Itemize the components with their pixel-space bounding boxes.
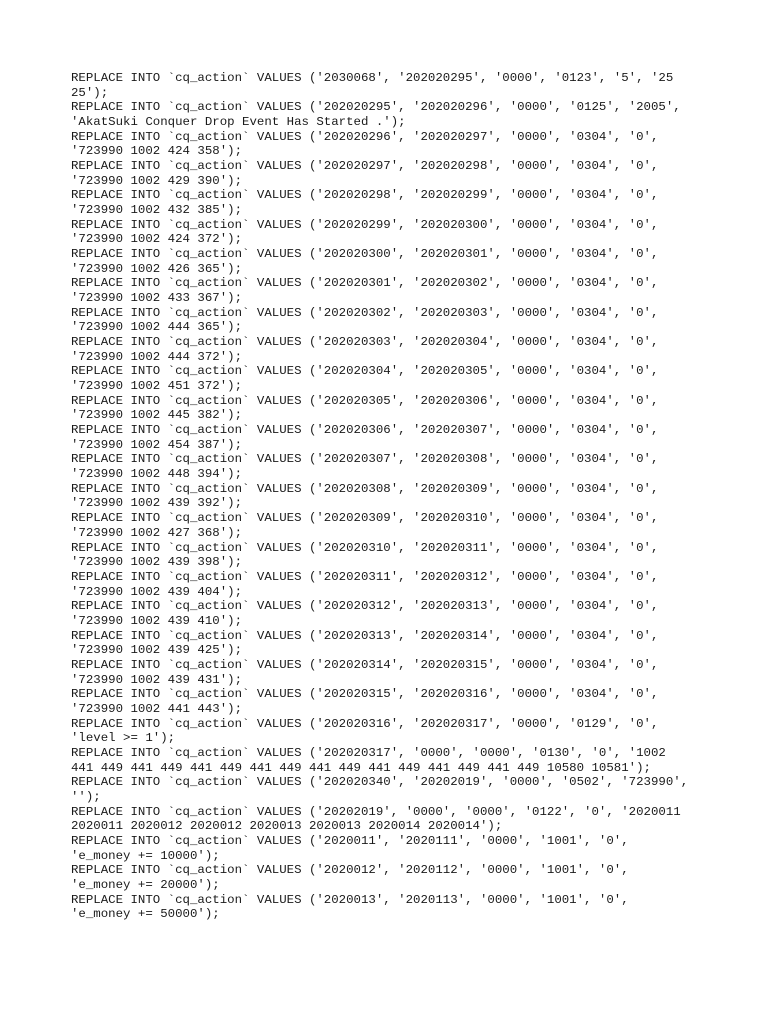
- sql-line: REPLACE INTO `cq_action` VALUES ('202020311', '202020312', '0000', '0304', '0',: [71, 569, 659, 584]
- sql-line: '723990 1002 444 372');: [71, 349, 243, 364]
- sql-line: '723990 1002 451 372');: [71, 379, 243, 394]
- sql-line: REPLACE INTO `cq_action` VALUES ('202020307', '202020308', '0000', '0304', '0',: [71, 452, 659, 467]
- sql-line: REPLACE INTO `cq_action` VALUES ('202020302', '202020303', '0000', '0304', '0',: [71, 305, 659, 320]
- sql-line: REPLACE INTO `cq_action` VALUES ('2030068', '202020295', '0000', '0123', '5', '25: [71, 71, 674, 85]
- sql-line: REPLACE INTO `cq_action` VALUES ('2020013', '2020113', '0000', '1001', '0',: [71, 892, 629, 907]
- sql-line: '723990 1002 424 372');: [71, 232, 243, 247]
- sql-line: '');: [71, 789, 101, 804]
- sql-code-block: [71, 71, 711, 922]
- sql-line: '723990 1002 432 385');: [71, 203, 243, 218]
- sql-line: REPLACE INTO `cq_action` VALUES ('202020340', '20202019', '0000', '0502', '723990',: [71, 775, 689, 790]
- sql-line: '723990 1002 439 431');: [71, 672, 243, 687]
- sql-line: 'e_money += 50000');: [71, 907, 220, 922]
- sql-line: REPLACE INTO `cq_action` VALUES ('2020012', '2020112', '0000', '1001', '0',: [71, 863, 629, 878]
- sql-line: REPLACE INTO `cq_action` VALUES ('202020299', '202020300', '0000', '0304', '0',: [71, 217, 659, 232]
- sql-line: REPLACE INTO `cq_action` VALUES ('202020296', '202020297', '0000', '0304', '0',: [71, 129, 659, 144]
- sql-line: REPLACE INTO `cq_action` VALUES ('20202019', '0000', '0000', '0122', '0', '2020011: [71, 804, 681, 819]
- sql-line: 'AkatSuki Conquer Drop Event Has Started .');: [71, 115, 406, 130]
- sql-line: REPLACE INTO `cq_action` VALUES ('202020304', '202020305', '0000', '0304', '0',: [71, 364, 659, 379]
- sql-line: REPLACE INTO `cq_action` VALUES ('202020316', '202020317', '0000', '0129', '0',: [71, 716, 659, 731]
- sql-line: 2020011 2020012 2020012 2020013 2020013 2020014 2020014');: [71, 819, 503, 834]
- sql-line: 'e_money += 10000');: [71, 848, 220, 863]
- sql-line: REPLACE INTO `cq_action` VALUES ('202020314', '202020315', '0000', '0304', '0',: [71, 657, 659, 672]
- sql-line: '723990 1002 427 368');: [71, 525, 243, 540]
- sql-line: '723990 1002 439 425');: [71, 643, 243, 658]
- sql-line: REPLACE INTO `cq_action` VALUES ('202020297', '202020298', '0000', '0304', '0',: [71, 159, 659, 174]
- sql-line: '723990 1002 439 410');: [71, 613, 243, 628]
- sql-line: REPLACE INTO `cq_action` VALUES ('202020306', '202020307', '0000', '0304', '0',: [71, 423, 659, 438]
- sql-line: '723990 1002 444 365');: [71, 320, 243, 335]
- sql-line: '723990 1002 445 382');: [71, 408, 243, 423]
- sql-line: '723990 1002 439 404');: [71, 584, 243, 599]
- sql-line: 441 449 441 449 441 449 441 449 441 449 441 449 441 449 441 449 10580 10581');: [71, 760, 651, 775]
- sql-line: '723990 1002 441 443');: [71, 701, 243, 716]
- sql-line: REPLACE INTO `cq_action` VALUES ('202020300', '202020301', '0000', '0304', '0',: [71, 247, 659, 262]
- sql-line: '723990 1002 426 365');: [71, 261, 243, 276]
- sql-line: REPLACE INTO `cq_action` VALUES ('202020315', '202020316', '0000', '0304', '0',: [71, 687, 659, 702]
- sql-line: REPLACE INTO `cq_action` VALUES ('2020011', '2020111', '0000', '1001', '0',: [71, 833, 629, 848]
- sql-line: REPLACE INTO `cq_action` VALUES ('202020313', '202020314', '0000', '0304', '0',: [71, 628, 659, 643]
- sql-line: '723990 1002 454 387');: [71, 437, 243, 452]
- sql-line: REPLACE INTO `cq_action` VALUES ('202020317', '0000', '0000', '0130', '0', '1002: [71, 745, 666, 760]
- sql-line: '723990 1002 439 398');: [71, 555, 243, 570]
- sql-line: REPLACE INTO `cq_action` VALUES ('202020305', '202020306', '0000', '0304', '0',: [71, 393, 659, 408]
- sql-line: 'e_money += 20000');: [71, 877, 220, 892]
- sql-line: REPLACE INTO `cq_action` VALUES ('202020309', '202020310', '0000', '0304', '0',: [71, 511, 659, 526]
- sql-line: REPLACE INTO `cq_action` VALUES ('202020295', '202020296', '0000', '0125', '2005',: [71, 100, 681, 115]
- sql-line: '723990 1002 448 394');: [71, 467, 243, 482]
- sql-line: REPLACE INTO `cq_action` VALUES ('202020312', '202020313', '0000', '0304', '0',: [71, 599, 659, 614]
- sql-line: '723990 1002 433 367');: [71, 291, 243, 306]
- sql-line: '723990 1002 439 392');: [71, 496, 243, 511]
- sql-line: REPLACE INTO `cq_action` VALUES ('202020303', '202020304', '0000', '0304', '0',: [71, 335, 659, 350]
- sql-line: 'level >= 1');: [71, 731, 176, 746]
- sql-line: REPLACE INTO `cq_action` VALUES ('202020298', '202020299', '0000', '0304', '0',: [71, 188, 659, 203]
- sql-line: 25');: [71, 85, 109, 100]
- sql-line: '723990 1002 429 390');: [71, 173, 243, 188]
- sql-line: REPLACE INTO `cq_action` VALUES ('202020301', '202020302', '0000', '0304', '0',: [71, 276, 659, 291]
- sql-line: REPLACE INTO `cq_action` VALUES ('202020308', '202020309', '0000', '0304', '0',: [71, 481, 659, 496]
- sql-line: REPLACE INTO `cq_action` VALUES ('202020310', '202020311', '0000', '0304', '0',: [71, 540, 659, 555]
- sql-line: '723990 1002 424 358');: [71, 144, 243, 159]
